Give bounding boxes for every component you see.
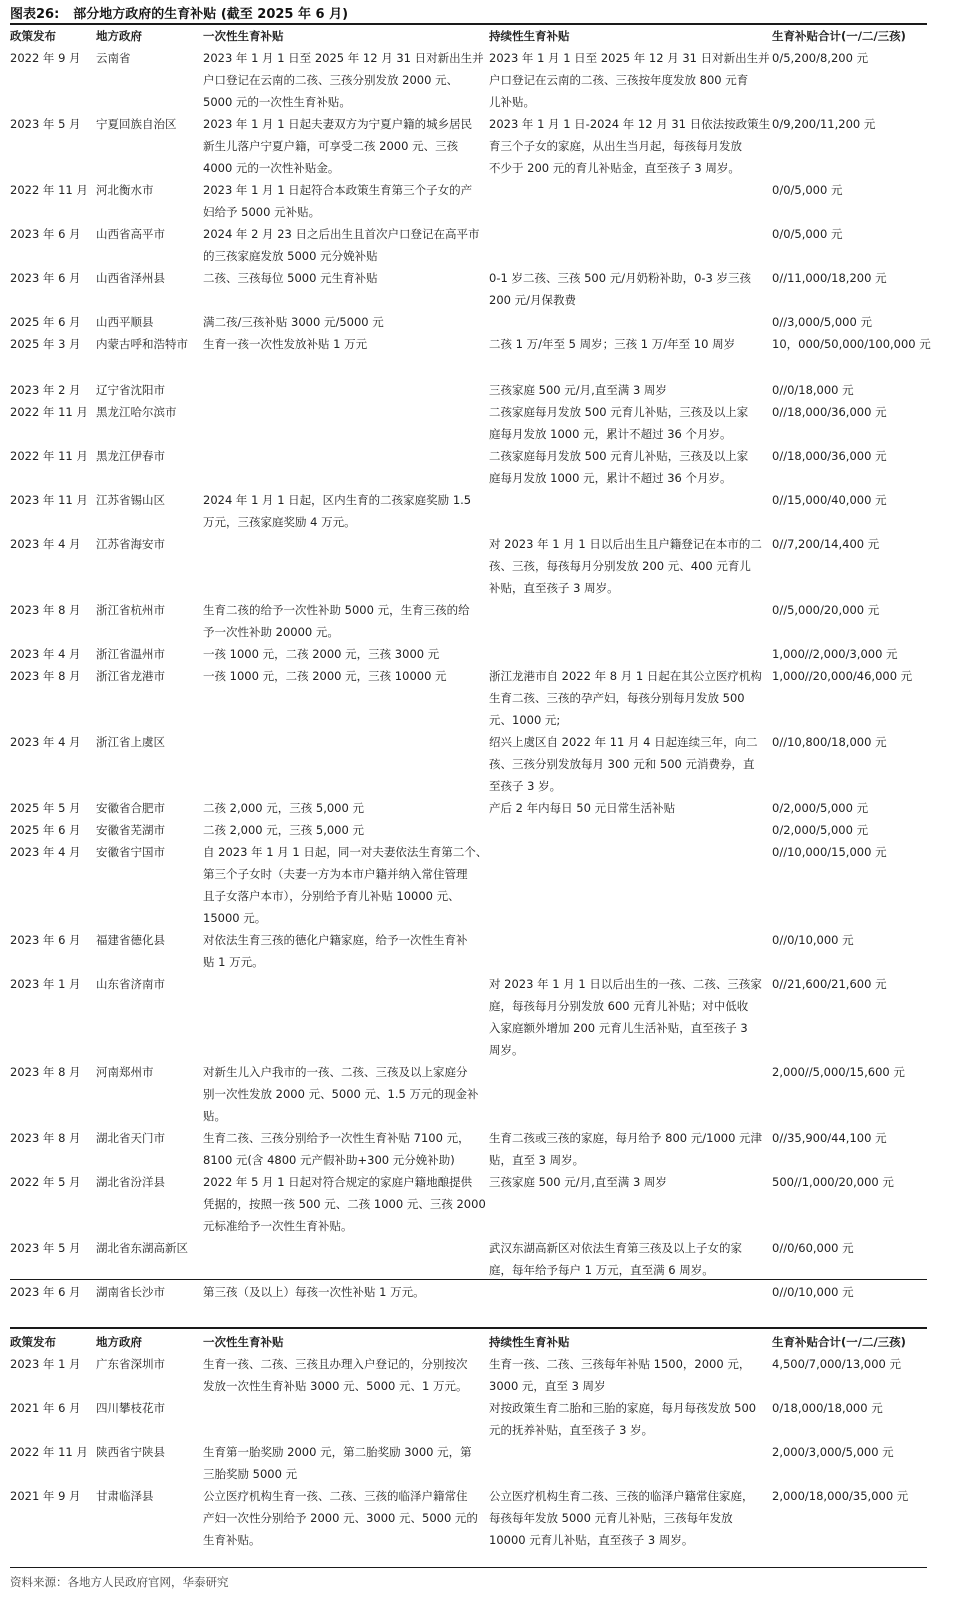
one-time-subsidy-cell: 2024 年 2 月 23 日之后出生且首次户口登记在高平市 的三孩家庭发放 5000 元分娩补贴 [203, 227, 480, 263]
date-cell: 2023 年 6 月 [10, 1285, 81, 1299]
government-cell: 四川攀枝花市 [96, 1401, 165, 1415]
one-time-subsidy-cell: 生育二孩、三孩分别给予一次性生育补贴 7100 元， 8100 元(含 4800 元产假补助+300 元分娩补助) [203, 1131, 470, 1167]
one-time-subsidy-cell: 生育一孩一次性发放补贴 1 万元 [203, 337, 368, 351]
table-row [10, 1397, 927, 1441]
one-time-subsidy-cell: 公立医疗机构生育一孩、二孩、三孩的临泽户籍常住 产妇一次性分别给予 2000 元、3000 元、5000 元的 生育补贴。 [203, 1489, 478, 1547]
date-cell: 2023 年 1 月 [10, 1357, 81, 1371]
one-time-subsidy-cell: 对依法生育三孩的德化户籍家庭，给予一次性生育补 贴 1 万元。 [203, 933, 468, 969]
government-cell: 浙江省杭州市 [96, 603, 165, 617]
date-cell: 2023 年 4 月 [10, 735, 81, 749]
continuous-subsidy-cell: 绍兴上虞区自 2022 年 11 月 4 日起连续三年，向二 孩、三孩分别发放每月 300 元和 500 元消费券，直 至孩子 3 岁。 [489, 735, 758, 793]
total-subsidy-cell: 0//21,600/21,600 元 [772, 977, 887, 991]
government-cell: 山东省济南市 [96, 977, 165, 991]
table-row [10, 47, 927, 113]
table-body-2 [10, 1353, 927, 1551]
date-cell: 2023 年 8 月 [10, 603, 81, 617]
one-time-subsidy-cell: 2024 年 1 月 1 日起，区内生育的二孩家庭奖励 1.5 万元，三孩家庭奖励 4 万元。 [203, 493, 472, 529]
header-date: 政策发布 [10, 1335, 56, 1349]
header-total: 生育补贴合计(一/二/三孩) [772, 29, 906, 43]
table-row [10, 445, 927, 489]
table-row [10, 311, 927, 333]
table-body [10, 47, 931, 1303]
one-time-subsidy-cell: 2023 年 1 月 1 日起夫妻双方为宁夏户籍的城乡居民 新生儿落户宁夏户籍，可享受二孩 2000 元、三孩 4000 元的一次性补贴金。 [203, 117, 473, 175]
header-one-time: 一次性生育补贴 [203, 1335, 284, 1349]
date-cell: 2023 年 1 月 [10, 977, 81, 991]
date-cell: 2023 年 4 月 [10, 845, 81, 859]
date-cell: 2023 年 6 月 [10, 933, 81, 947]
date-cell: 2021 年 6 月 [10, 1401, 81, 1415]
total-subsidy-cell: 0//10,000/15,000 元 [772, 845, 887, 859]
one-time-subsidy-cell: 自 2023 年 1 月 1 日起，同一对夫妻依法生育第二个、 第三个子女时（夫妻一方为本市户籍并纳入常住管理 且子女落户本市），分别给予育儿补贴 10000 元、 15000 元。 [203, 845, 488, 925]
total-subsidy-cell: 0//0/60,000 元 [772, 1241, 854, 1255]
date-cell: 2023 年 2 月 [10, 383, 81, 397]
table-row [10, 489, 927, 533]
subsidy-table-2 [10, 1331, 927, 1551]
total-subsidy-cell: 0/5,200/8,200 元 [772, 51, 869, 65]
table-row [10, 1127, 927, 1171]
table-row [10, 731, 927, 797]
source-note: 资料来源：各地方人民政府官网，华泰研究 [10, 1575, 229, 1589]
table-row [10, 401, 927, 445]
table-row [10, 841, 927, 929]
total-subsidy-cell: 500//1,000/20,000 元 [772, 1175, 894, 1189]
government-cell: 安徽省合肥市 [96, 801, 165, 815]
date-cell: 2022 年 11 月 [10, 405, 88, 419]
date-cell: 2023 年 6 月 [10, 227, 81, 241]
bottom-rule [10, 1279, 927, 1280]
government-cell: 广东省深圳市 [96, 1357, 165, 1371]
government-cell: 陕西省宁陕县 [96, 1445, 165, 1459]
date-cell: 2023 年 4 月 [10, 537, 81, 551]
date-cell: 2025 年 5 月 [10, 801, 81, 815]
total-subsidy-cell: 0//35,900/44,100 元 [772, 1131, 887, 1145]
table-row [10, 797, 927, 819]
total-subsidy-cell: 0//11,000/18,200 元 [772, 271, 887, 285]
total-subsidy-cell: 10，000/50,000/100,000 元 [772, 337, 931, 351]
government-cell: 云南省 [96, 51, 131, 65]
total-subsidy-cell: 0//0/18,000 元 [772, 383, 854, 397]
government-cell: 河北衡水市 [96, 183, 154, 197]
date-cell: 2025 年 6 月 [10, 823, 81, 837]
table-header [10, 25, 927, 47]
government-cell: 内蒙古呼和浩特市 [96, 337, 188, 351]
continuous-subsidy-cell: 二孩家庭每月发放 500 元育儿补贴，三孩及以上家 庭每月发放 1000 元，累计不超过 36 个月岁。 [489, 449, 749, 485]
continuous-subsidy-cell: 三孩家庭 500 元/月,直至满 3 周岁 [489, 383, 667, 397]
continuous-subsidy-cell: 2023 年 1 月 1 日至 2025 年 12 月 31 日对新出生并 户口登记在云南的二孩、三孩按年度发放 800 元育 儿补贴。 [489, 51, 770, 109]
total-subsidy-cell: 0//3,000/5,000 元 [772, 315, 872, 329]
one-time-subsidy-cell: 2023 年 1 月 1 日起符合本政策生育第三个子女的产 妇给予 5000 元补贴。 [203, 183, 473, 219]
total-subsidy-cell: 1,000//2,000/3,000 元 [772, 647, 898, 661]
one-time-subsidy-cell: 二孩 2,000 元，三孩 5,000 元 [203, 801, 364, 815]
government-cell: 黑龙江哈尔滨市 [96, 405, 177, 419]
table-row [10, 1061, 927, 1127]
total-subsidy-cell: 0//15,000/40,000 元 [772, 493, 887, 507]
table-row [10, 929, 927, 973]
table-row [10, 113, 927, 179]
table-row [10, 1281, 927, 1303]
one-time-subsidy-cell: 生育第一胎奖励 2000 元，第二胎奖励 3000 元，第 三胎奖励 5000 元 [203, 1445, 472, 1481]
government-cell: 湖北省东湖高新区 [96, 1241, 188, 1255]
date-cell: 2025 年 3 月 [10, 337, 81, 351]
header-government: 地方政府 [96, 29, 142, 43]
table-row [10, 1353, 927, 1397]
header-continuous: 持续性生育补贴 [489, 29, 570, 43]
date-cell: 2023 年 4 月 [10, 647, 81, 661]
one-time-subsidy-cell: 二孩、三孩每位 5000 元生育补贴 [203, 271, 378, 285]
date-cell: 2022 年 5 月 [10, 1175, 81, 1189]
total-subsidy-cell: 0//18,000/36,000 元 [772, 405, 887, 419]
continuous-subsidy-cell: 对 2023 年 1 月 1 日以后出生且户籍登记在本市的二 孩、三孩，每孩每月分别发放 200 元、400 元育儿 补贴，直至孩子 3 周岁。 [489, 537, 762, 595]
one-time-subsidy-cell: 满二孩/三孩补贴 3000 元/5000 元 [203, 315, 384, 329]
total-subsidy-cell: 0//7,200/14,400 元 [772, 537, 880, 551]
government-cell: 辽宁省沈阳市 [96, 383, 165, 397]
subsidy-table-1 [10, 25, 931, 1303]
total-subsidy-cell: 0/18,000/18,000 元 [772, 1401, 883, 1415]
total-subsidy-cell: 0/2,000/5,000 元 [772, 801, 869, 815]
one-time-subsidy-cell: 对新生儿入户我市的一孩、二孩、三孩及以上家庭分 别一次性发放 2000 元、5000 元、1.5 万元的现金补 贴。 [203, 1065, 479, 1123]
table-header-2 [10, 1331, 927, 1353]
continuous-subsidy-cell: 对按政策生育二胎和三胎的家庭，每月每孩发放 500 元的抚养补贴，直至孩子 3 岁。 [489, 1401, 757, 1437]
government-cell: 江苏省海安市 [96, 537, 165, 551]
figure-label: 图表26: [10, 7, 60, 22]
government-cell: 福建省德化县 [96, 933, 165, 947]
date-cell: 2023 年 8 月 [10, 1131, 81, 1145]
continuous-subsidy-cell: 浙江龙港市自 2022 年 8 月 1 日起在其公立医疗机构 生育二孩、三孩的孕产妇，每孩分别每月发放 500 元、1000 元; [489, 669, 762, 727]
one-time-subsidy-cell: 二孩 2,000 元，三孩 5,000 元 [203, 823, 364, 837]
continuous-subsidy-cell: 对 2023 年 1 月 1 日以后出生的一孩、二孩、三孩家 庭，每孩每月分别发放 600 元育儿补贴；对中低收 入家庭额外增加 200 元育儿生活补贴，直至孩子 3 周岁。 [489, 977, 762, 1057]
header-government: 地方政府 [96, 1335, 142, 1349]
total-subsidy-cell: 0//0/10,000 元 [772, 1285, 854, 1299]
date-cell: 2023 年 5 月 [10, 117, 81, 131]
table-row [10, 179, 927, 223]
date-cell: 2023 年 11 月 [10, 493, 88, 507]
continuous-subsidy-cell: 三孩家庭 500 元/月,直至满 3 周岁 [489, 1175, 667, 1189]
total-subsidy-cell: 0//0/10,000 元 [772, 933, 854, 947]
header-total: 生育补贴合计(一/二/三孩) [772, 1335, 906, 1349]
total-subsidy-cell: 2,000/3,000/5,000 元 [772, 1445, 894, 1459]
continuous-subsidy-cell: 2023 年 1 月 1 日-2024 年 12 月 31 日依法按政策生 育三个子女的家庭，从出生当月起，每孩每月发放 不少于 200 元的育儿补贴金，直至孩子 3 周岁。 [489, 117, 771, 175]
government-cell: 山西省高平市 [96, 227, 165, 241]
table-row [10, 665, 927, 731]
government-cell: 山西省泽州县 [96, 271, 165, 285]
total-subsidy-cell: 0//18,000/36,000 元 [772, 449, 887, 463]
table-row [10, 1237, 927, 1281]
government-cell: 安徽省芜湖市 [96, 823, 165, 837]
government-cell: 黑龙江伊春市 [96, 449, 165, 463]
header-continuous: 持续性生育补贴 [489, 1335, 570, 1349]
date-cell: 2023 年 8 月 [10, 669, 81, 683]
total-subsidy-cell: 1,000//20,000/46,000 元 [772, 669, 913, 683]
government-cell: 浙江省上虞区 [96, 735, 165, 749]
one-time-subsidy-cell: 2023 年 1 月 1 日至 2025 年 12 月 31 日对新出生并 户口登记在云南的二孩、三孩分别发放 2000 元、 5000 元的一次性生育补贴。 [203, 51, 484, 109]
table-row [10, 267, 927, 311]
total-subsidy-cell: 4,500/7,000/13,000 元 [772, 1357, 901, 1371]
government-cell: 甘肃临泽县 [96, 1489, 154, 1503]
one-time-subsidy-cell: 生育二孩的给予一次性补助 5000 元，生育三孩的给 予一次性补助 20000 元。 [203, 603, 470, 639]
government-cell: 湖北省汾洋县 [96, 1175, 165, 1189]
table-row [10, 599, 927, 643]
government-cell: 河南郑州市 [96, 1065, 154, 1079]
government-cell: 宁夏回族自治区 [96, 117, 177, 131]
total-subsidy-cell: 2,000/18,000/35,000 元 [772, 1489, 909, 1503]
government-cell: 浙江省温州市 [96, 647, 165, 661]
bottom-rule-2 [10, 1567, 927, 1568]
one-time-subsidy-cell: 第三孩（及以上）每孩一次性补贴 1 万元。 [203, 1285, 425, 1299]
date-cell: 2023 年 5 月 [10, 1241, 81, 1255]
date-cell: 2023 年 6 月 [10, 271, 81, 285]
government-cell: 山西平顺县 [96, 315, 154, 329]
total-subsidy-cell: 0/2,000/5,000 元 [772, 823, 869, 837]
continuous-subsidy-cell: 产后 2 年内每日 50 元日常生活补贴 [489, 801, 676, 815]
total-subsidy-cell: 0//10,800/18,000 元 [772, 735, 887, 749]
one-time-subsidy-cell: 一孩 1000 元，二孩 2000 元，三孩 3000 元 [203, 647, 440, 661]
figure-title [10, 3, 348, 22]
top-rule-2 [10, 1327, 927, 1329]
total-subsidy-cell: 0//5,000/20,000 元 [772, 603, 880, 617]
header-date: 政策发布 [10, 29, 56, 43]
table-row [10, 819, 927, 841]
continuous-subsidy-cell: 0-1 岁二孩、三孩 500 元/月奶粉补助，0-3 岁三孩 200 元/月保教费 [489, 271, 752, 307]
continuous-subsidy-cell: 二孩 1 万/年至 5 周岁；三孩 1 万/年至 10 周岁 [489, 337, 736, 351]
continuous-subsidy-cell: 武汉东湖高新区对依法生育第三孩及以上子女的家 庭，每年给予每户 1 万元，直至满 6 周岁。 [489, 1241, 742, 1277]
continuous-subsidy-cell: 公立医疗机构生育二孩、三孩的临泽户籍常住家庭， 每孩每年发放 5000 元育儿补贴，三孩每年发放 10000 元育儿补贴，直至孩子 3 周岁。 [489, 1489, 754, 1547]
total-subsidy-cell: 0/0/5,000 元 [772, 183, 843, 197]
table-row [10, 333, 931, 379]
table-row [10, 973, 927, 1061]
one-time-subsidy-cell: 生育一孩、二孩、三孩且办理入户登记的，分别按次 发放一次性生育补贴 3000 元、5000 元、1 万元。 [203, 1357, 468, 1393]
total-subsidy-cell: 0/0/5,000 元 [772, 227, 843, 241]
date-cell: 2023 年 8 月 [10, 1065, 81, 1079]
government-cell: 浙江省龙港市 [96, 669, 165, 683]
table-row [10, 643, 927, 665]
table-row [10, 1171, 927, 1237]
total-subsidy-cell: 2,000//5,000/15,600 元 [772, 1065, 905, 1079]
header-one-time: 一次性生育补贴 [203, 29, 284, 43]
government-cell: 安徽省宁国市 [96, 845, 165, 859]
continuous-subsidy-cell: 生育一孩、二孩、三孩每年补贴 1500，2000 元， 3000 元，直至 3 周岁 [489, 1357, 751, 1393]
total-subsidy-cell: 0/9,200/11,200 元 [772, 117, 876, 131]
government-cell: 江苏省锡山区 [96, 493, 165, 507]
date-cell: 2022 年 11 月 [10, 183, 88, 197]
one-time-subsidy-cell: 一孩 1000 元，二孩 2000 元，三孩 10000 元 [203, 669, 447, 683]
table-row [10, 533, 927, 599]
date-cell: 2021 年 9 月 [10, 1489, 81, 1503]
table-row [10, 1441, 927, 1485]
continuous-subsidy-cell: 生育二孩或三孩的家庭，每月给予 800 元/1000 元津 贴，直至 3 周岁。 [489, 1131, 763, 1167]
date-cell: 2025 年 6 月 [10, 315, 81, 329]
government-cell: 湖南省长沙市 [96, 1285, 165, 1299]
continuous-subsidy-cell: 二孩家庭每月发放 500 元育儿补贴，三孩及以上家 庭每月发放 1000 元，累计不超过 36 个月岁。 [489, 405, 749, 441]
date-cell: 2022 年 11 月 [10, 449, 88, 463]
table-row [10, 223, 927, 267]
one-time-subsidy-cell: 2022 年 5 月 1 日起对符合规定的家庭户籍地酿提供 凭据的，按照一孩 500 元、二孩 1000 元、三孩 2000 元标准给予一次性生育补贴。 [203, 1175, 486, 1233]
figure-title-text: 部分地方政府的生育补贴 (截至 2025 年 6 月) [73, 7, 349, 22]
table-row [10, 1485, 927, 1551]
date-cell: 2022 年 11 月 [10, 1445, 88, 1459]
table-row [10, 379, 927, 401]
date-cell: 2022 年 9 月 [10, 51, 81, 65]
government-cell: 湖北省天门市 [96, 1131, 165, 1145]
